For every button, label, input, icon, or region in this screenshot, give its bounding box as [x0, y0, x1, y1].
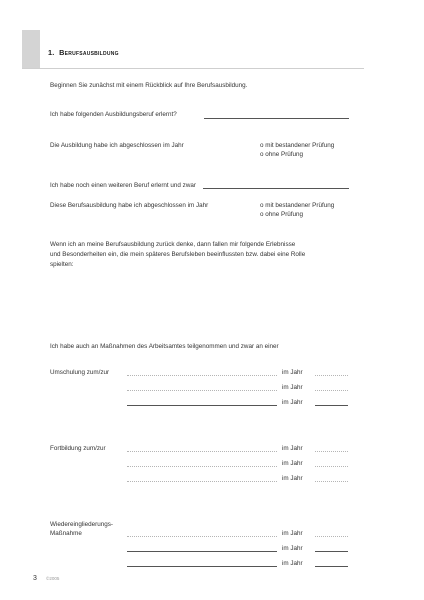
q3-answer-line[interactable]: [203, 188, 349, 189]
intro-text: Beginnen Sie zunächst mit einem Rückblick auf Ihre Berufsausbildung.: [50, 82, 248, 89]
page-number: 3: [33, 575, 37, 582]
umschulung-line-1[interactable]: [127, 375, 277, 376]
section-title-text: Berufsausbildung: [59, 48, 119, 57]
q2-option-no-exam[interactable]: o ohne Prüfung: [260, 151, 304, 158]
fortbildung-year-line-1[interactable]: [315, 451, 348, 452]
umschulung-year-label-1: im Jahr: [282, 369, 303, 376]
section-number: 1.: [48, 48, 55, 57]
wiedereingliederung-label-2: Maßnahme: [50, 530, 82, 537]
umschulung-label: Umschulung zum/zur: [50, 369, 110, 376]
umschulung-year-label-2: im Jahr: [282, 384, 303, 391]
wiedereingliederung-label-1: Wiedereingliederungs-: [50, 521, 114, 528]
wiedereingliederung-year-line-3[interactable]: [315, 566, 348, 567]
q4-label: Diese Berufsausbildung habe ich abgeschlossen im Jahr: [50, 202, 209, 209]
q1-label: Ich habe folgenden Ausbildungsberuf erlernt?: [50, 111, 177, 118]
umschulung-year-line-2[interactable]: [315, 390, 348, 391]
fortbildung-year-line-2[interactable]: [315, 466, 348, 467]
q4-option-no-exam[interactable]: o ohne Prüfung: [260, 211, 304, 218]
fortbildung-line-3[interactable]: [127, 481, 277, 482]
measures-intro: Ich habe auch an Maßnahmen des Arbeitsamtes teilgenommen und zwar an einer: [50, 343, 279, 350]
umschulung-line-2[interactable]: [127, 390, 277, 391]
umschulung-year-line-1[interactable]: [315, 375, 348, 376]
wiedereingliederung-line-3[interactable]: [127, 566, 277, 567]
wiedereingliederung-year-label-3: im Jahr: [282, 560, 303, 567]
fortbildung-label: Fortbildung zum/zur: [50, 445, 106, 452]
q1-answer-line[interactable]: [204, 118, 349, 119]
fortbildung-line-1[interactable]: [127, 451, 277, 452]
reflection-line-2: und Besonderheiten ein, die mein späteres Berufsleben beeinflussten bzw. dabei eine Rolle: [50, 251, 306, 258]
fortbildung-line-2[interactable]: [127, 466, 277, 467]
fortbildung-year-label-2: im Jahr: [282, 460, 303, 467]
fortbildung-year-line-3[interactable]: [315, 481, 348, 482]
q2-label: Die Ausbildung habe ich abgeschlossen im Jahr: [50, 142, 184, 149]
q3-label: Ich habe noch einen weiteren Beruf erlernt und zwar: [50, 182, 196, 189]
fortbildung-year-label-3: im Jahr: [282, 475, 303, 482]
umschulung-line-3[interactable]: [127, 405, 277, 406]
section-tab-marker: [22, 30, 40, 68]
header-rule: [22, 68, 364, 69]
q2-option-passed[interactable]: o mit bestandener Prüfung: [260, 142, 335, 149]
umschulung-year-label-3: im Jahr: [282, 399, 303, 406]
wiedereingliederung-year-label-1: im Jahr: [282, 530, 303, 537]
footer-note: ©2005: [46, 576, 60, 581]
fortbildung-year-label-1: im Jahr: [282, 445, 303, 452]
wiedereingliederung-year-label-2: im Jahr: [282, 545, 303, 552]
wiedereingliederung-year-line-1[interactable]: [315, 536, 348, 537]
wiedereingliederung-line-2[interactable]: [127, 551, 277, 552]
q4-option-passed[interactable]: o mit bestandener Prüfung: [260, 202, 335, 209]
reflection-line-3: spielten:: [50, 261, 74, 268]
reflection-line-1: Wenn ich an meine Berufsausbildung zurück denke, dann fallen mir folgende Erlebnisse: [50, 241, 296, 248]
umschulung-year-line-3[interactable]: [315, 405, 348, 406]
wiedereingliederung-year-line-2[interactable]: [315, 551, 348, 552]
section-title: [48, 48, 119, 57]
wiedereingliederung-line-1[interactable]: [127, 536, 277, 537]
